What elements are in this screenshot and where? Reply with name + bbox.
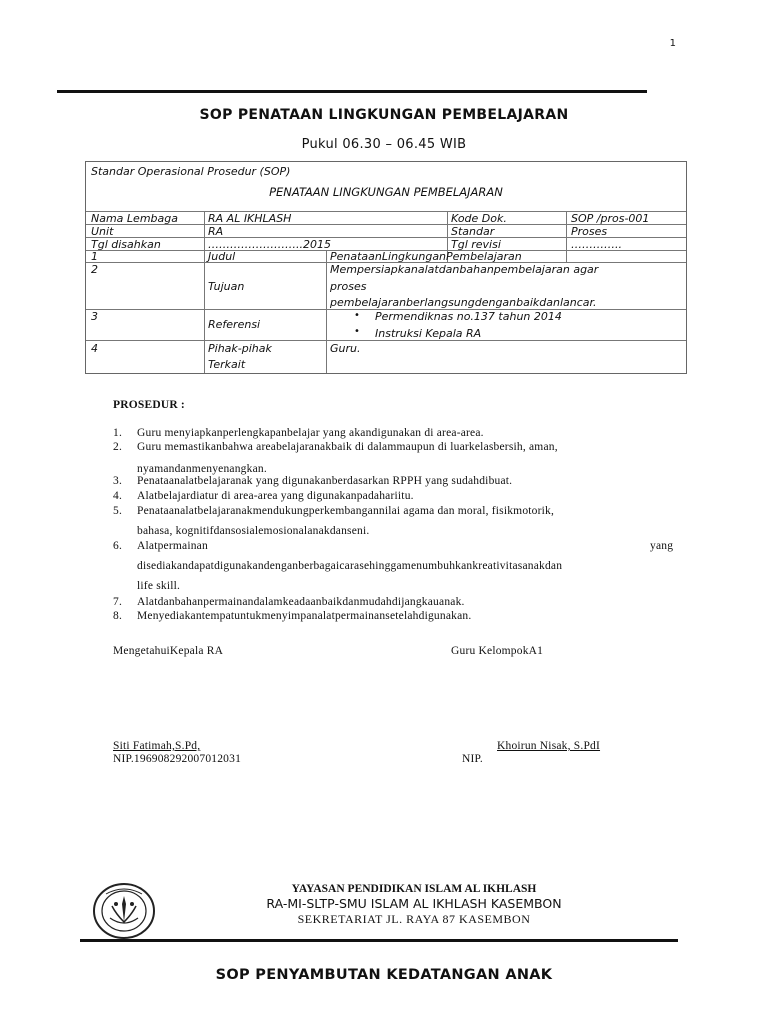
list-item-word: yang [650, 540, 674, 552]
row3-bullet2: Instruksi Kepala RA [375, 327, 482, 340]
left-signature-nip: NIP.196908292007012031 [113, 753, 242, 765]
tgl-disahkan-value: ……………………..2015 [208, 238, 331, 251]
list-item-continuation: nyamandanmenyenangkan. [137, 463, 267, 475]
right-signature-nip: NIP. [462, 753, 483, 765]
bullet-icon: • [354, 326, 360, 337]
next-document-title: SOP PENYAMBUTAN KEDATANGAN ANAK [215, 967, 553, 983]
unit-label: Unit [91, 225, 114, 238]
right-signature-name: Khoirun Nisak, S.PdI [497, 740, 601, 752]
footer-address: SEKRETARIAT JL. RAYA 87 KASEMBON [297, 912, 531, 926]
list-item: Alatdanbahanpermainandalamkeadaanbaikdanmudahdijangkauanak. [137, 596, 465, 608]
prosedur-heading: PROSEDUR : [113, 399, 185, 411]
footer-school-name: RA-MI-SLTP-SMU ISLAM AL IKHLASH KASEMBON [266, 896, 562, 911]
row2-value-line2: proses [330, 280, 367, 293]
row4-number: 4 [91, 342, 98, 355]
row1-value: PenataanLingkunganPembelajaran [330, 250, 522, 263]
document-title: SOP PENATAAN LINGKUNGAN PEMBELAJARAN [199, 107, 569, 123]
list-item-number: 1. [113, 427, 123, 439]
list-item-continuation: life skill. [137, 580, 181, 592]
list-item-number: 4. [113, 490, 123, 502]
list-item: Guru menyiapkanperlengkapanbelajar yang akandigunakan di area-area. [137, 427, 484, 439]
row3-bullet1: Permendiknas no.137 tahun 2014 [375, 310, 562, 323]
row4-value: Guru. [330, 342, 361, 355]
nama-lembaga-label: Nama Lembaga [91, 212, 178, 225]
list-item: Penataanalatbelajaranakmendukungperkembangannilai agama dan moral, fisikmotorik, [137, 505, 555, 517]
left-signature-title: MengetahuiKepala RA [113, 645, 224, 657]
right-signature-title: Guru KelompokA1 [451, 645, 544, 657]
row1-number: 1 [91, 250, 98, 263]
page-number: 1 [669, 38, 676, 49]
header-rule [57, 90, 647, 93]
kode-dok-value: SOP /pros-001 [571, 212, 650, 225]
list-item: Alatbelajardiatur di area-area yang digunakanpadahariitu. [137, 490, 414, 502]
list-item: Alatpermainan [137, 540, 208, 552]
table-header-line2: PENATAAN LINGKUNGAN PEMBELAJARAN [269, 185, 503, 199]
list-item-number: 5. [113, 505, 123, 517]
document-subtitle: Pukul 06.30 – 06.45 WIB [301, 137, 467, 152]
row3-number: 3 [91, 310, 98, 323]
tgl-revisi-label: Tgl revisi [451, 238, 501, 251]
list-item: Menyediakantempatuntukmenyimpanalatpermainansetelahdigunakan. [137, 610, 472, 622]
sop-info-table [85, 161, 687, 374]
row2-value-line1: Mempersiapkanalatdanbahanpembelajaran agar [330, 263, 599, 276]
row2-label: Tujuan [208, 280, 245, 293]
footer-foundation-name: YAYASAN PENDIDIKAN ISLAM AL IKHLASH [291, 883, 537, 895]
list-item-continuation: disediakandapatdigunakandenganberbagaicarasehinggamenumbuhkankreativitasanakdan [137, 560, 563, 572]
table-header-line1: Standar Operasional Prosedur (SOP) [91, 165, 291, 178]
tgl-disahkan-label: Tgl disahkan [91, 238, 161, 251]
list-item-number: 8. [113, 610, 123, 622]
footer-rule [80, 939, 678, 942]
row4-label-line1: Pihak-pihak [208, 342, 272, 355]
list-item-continuation: bahasa, kognitifdansosialemosionalanakdanseni. [137, 525, 370, 537]
row1-label: Judul [208, 250, 236, 263]
row2-number: 2 [91, 263, 98, 276]
list-item: Penataanalatbelajaranak yang digunakanberdasarkan RPPH yang sudahdibuat. [137, 475, 513, 487]
list-item-number: 6. [113, 540, 123, 552]
list-item-number: 3. [113, 475, 123, 487]
bullet-icon: • [354, 310, 360, 321]
row3-label: Referensi [208, 318, 261, 331]
standar-label: Standar [451, 225, 495, 238]
left-signature-name: Siti Fatimah,S.Pd, [113, 740, 201, 752]
list-item: Guru memastikanbahwa areabelajaranakbaik di dalammaupun di luarkelasbersih, aman, [137, 441, 558, 453]
nama-lembaga-value: RA AL IKHLASH [208, 212, 292, 225]
list-item-number: 2. [113, 441, 123, 453]
unit-value: RA [208, 225, 224, 238]
row4-label-line2: Terkait [208, 358, 246, 371]
list-item-number: 7. [113, 596, 123, 608]
row2-value-line3: pembelajaranberlangsungdenganbaikdanlancar. [330, 296, 597, 309]
kode-dok-label: Kode Dok. [451, 212, 507, 225]
standar-value: Proses [571, 225, 608, 238]
tgl-revisi-value: ………….. [571, 238, 622, 251]
